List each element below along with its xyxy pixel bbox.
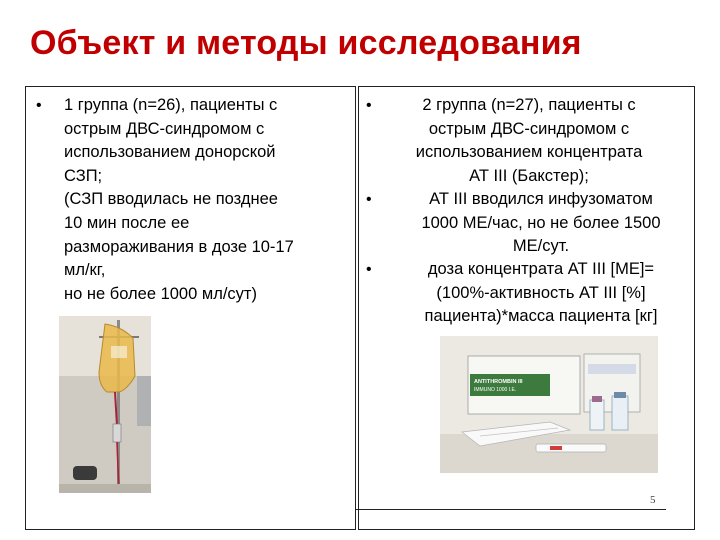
infusion-rate-description (388, 188, 694, 259)
text-line: АТ III вводился инфузоматом (429, 190, 653, 208)
iv-infusion-bag-photo (59, 316, 151, 493)
text-line: (СЗП вводилась не позднее (64, 190, 278, 209)
text-line: АТ III (Бакстер); (469, 166, 589, 185)
group1-description (64, 94, 294, 306)
slide-title: Объект и методы исследования (30, 24, 582, 62)
text-line: (100%-активность АТ III [%] (436, 283, 646, 302)
svg-text:IMMUNO 1000 I.E.: IMMUNO 1000 I.E. (474, 387, 517, 393)
text-line: 1000 МЕ/час, но не более 1500 (421, 213, 661, 232)
text-line: МЕ/сут. (512, 237, 570, 256)
text-line: использованием донорской (64, 143, 276, 162)
text-line: но не более 1000 мл/сут) (64, 284, 257, 303)
text-line: острым ДВС-синдромом с (64, 119, 265, 138)
bullet-marker: • (366, 97, 372, 114)
page-number: 5 (650, 494, 656, 506)
bullet-marker: • (366, 261, 372, 278)
text-line: острым ДВС-синдромом с (428, 119, 630, 138)
group2-description (388, 94, 670, 188)
text-line: размораживания в дозе 10-17 (64, 237, 294, 256)
bullet-marker: • (36, 97, 42, 114)
text-line: 10 мин после ее (64, 213, 190, 232)
antithrombin-kit-photo (440, 336, 658, 473)
text-line: пациента)*масса пациента [кг] (424, 307, 658, 326)
text-line: доза концентрата АТ III [МЕ]= (427, 260, 655, 278)
text-line: 1 группа (n=26), пациенты с (64, 96, 278, 114)
text-line: мл/кг, (64, 261, 106, 280)
dose-formula-description (388, 258, 694, 329)
text-line: 2 группа (n=27), пациенты с (422, 96, 636, 114)
svg-text:ANTITHROMBIN III: ANTITHROMBIN III (474, 379, 523, 385)
text-line: использованием концентрата (415, 143, 643, 162)
text-line: СЗП; (64, 166, 103, 185)
bullet-marker: • (366, 191, 372, 208)
footer-rule (356, 509, 666, 510)
